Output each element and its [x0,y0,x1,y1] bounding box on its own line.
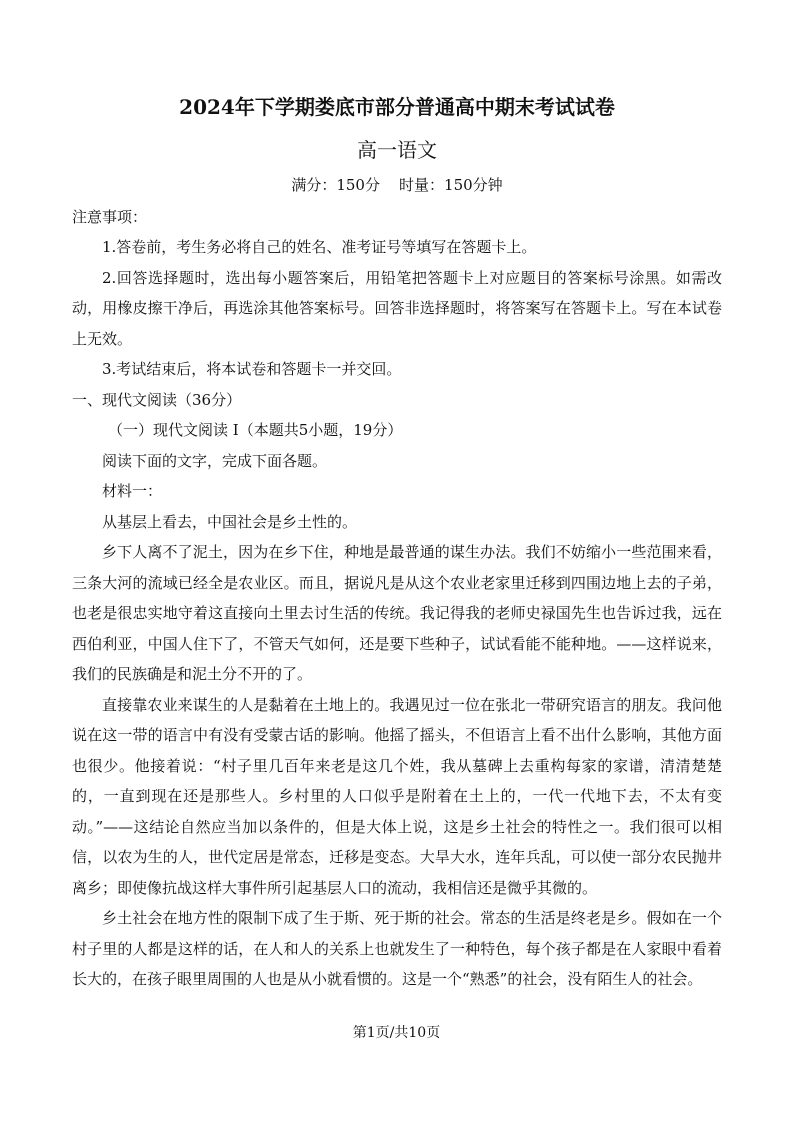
notice-item-3: 3.考试结束后，将本试卷和答题卡一并交回。 [102,360,402,378]
material-label: 材料一： [102,482,163,500]
exam-meta [72,172,722,198]
exam-title: 2024年下学期娄底市部分普通高中期末考试试卷 [179,95,615,119]
notice-heading: 注意事项： [72,208,148,226]
time-label: 时量：150分钟 [399,176,503,194]
passage-paragraph-4: 乡土社会在地方性的限制下成了生于斯、死于斯的社会。常态的生活是终老是乡。假如在一个村子里的人都是这样的话，在人和人的关系上也就发生了一种特色，每个孩子都是在人家眼中看着长大的，在孩子眼里周围的人也是从小就看惯的。这是一个“熟悉”的社会，没有陌生人的社会。 [72,909,722,988]
passage-paragraph-1: 从基层上看去，中国社会是乡土性的。 [102,512,358,531]
notice-item-1: 1.答卷前，考生务必将自己的姓名、准考证号等填写在答题卡上。 [102,238,537,256]
notice-item-2: 2.回答选择题时，选出每小题答案后，用铅笔把答题卡上对应题目的答案标号涂黑。如需改动，用橡皮擦干净后，再选涂其他答案标号。回答非选择题时，将答案写在答题卡上。写在本试卷上无效。 [72,268,722,348]
section-heading: 一、现代文阅读（36分） [72,390,242,409]
subsection-heading: （一）现代文阅读 I（本题共5小题，19分） [108,421,403,439]
page-number: 第1页/共10页 [352,1025,441,1041]
exam-subject: 高一语文 [357,138,437,162]
score-label: 满分：150分 [291,176,380,194]
passage-paragraph-3: 直接靠农业来谋生的人是黏着在土地上的。我遇见过一位在张北一带研究语言的朋友。我问他说在这一带的语言中有没有受蒙古话的影响。他摇了摇头，不但语言上看不出什么影响，其他方面也很少。他接着说：“村子里几百年来老是这几个姓，我从墓碑上去重构每家的家谱，清清楚楚的，一直到现在还是那些人。乡村里的人口似乎是附着在土上的，一代一代地下去，不太有变动。”——这结论自然应当加以条件的，但是大体上说，这是乡土社会的特性之一。我们很可以相信，以农为生的人，世代定居是常态，迁移是变态。大旱大水，连年兵乱，可以使一部分农民抛井离乡；即使像抗战这样大事件所引起基层人口的流动，我相信还是微乎其微的。 [72,695,722,897]
reading-instruction: 阅读下面的文字，完成下面各题。 [102,451,328,470]
passage-paragraph-2: 乡下人离不了泥土，因为在乡下住，种地是最普通的谋生办法。我们不妨缩小一些范围来看，三条大河的流域已经全是农业区。而且，据说凡是从这个农业老家里迁移到四围边地上去的子弟，也老是很忠实地守着这直接向土里去讨生活的传统。我记得我的老师史禄国先生也告诉过我，远在西伯利亚，中国人住下了，不管天气如何，还是要下些种子，试试看能不能种地。——这样说来，我们的民族确是和泥土分不开的了。 [72,543,722,683]
exam-page [72,92,722,995]
